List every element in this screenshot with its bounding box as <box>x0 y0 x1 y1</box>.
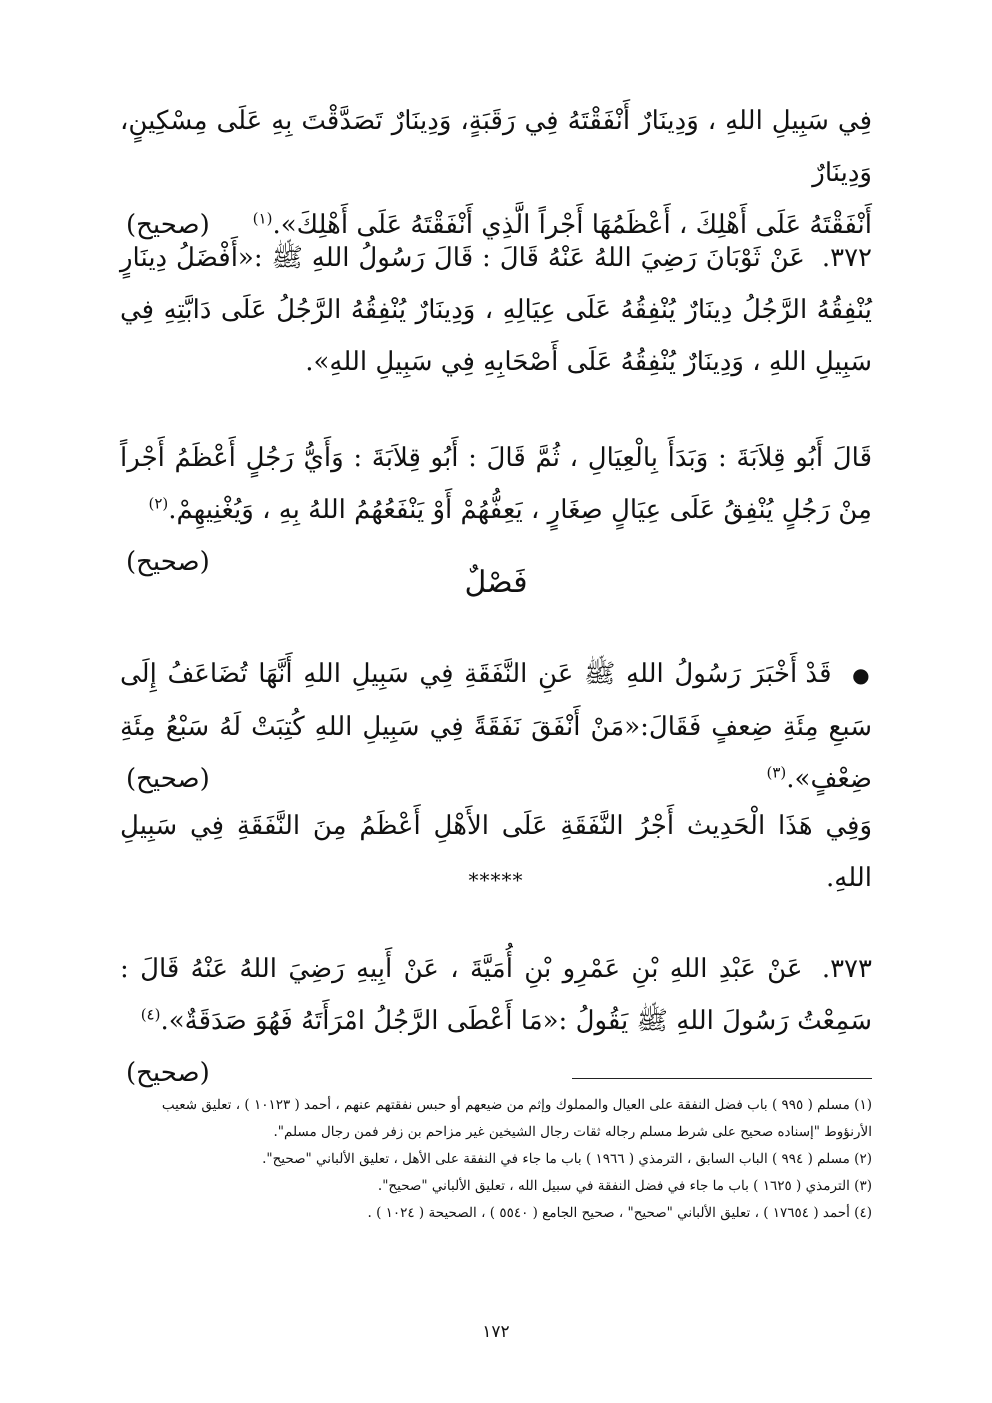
paragraph-line: أَنْفَقْتَهُ عَلَى أَهْلِكَ ، أَعْظَمُهَا أَجْراً الَّذِي أَنْفَقْتَهُ عَلَى أَهْلِكَ». <box>272 210 872 240</box>
hadith-number: ٣٧٢. <box>821 243 873 273</box>
footnote-reference[interactable]: (١) <box>252 209 273 228</box>
footnote-reference[interactable]: (٢) <box>148 494 169 513</box>
hadith-text: عَنْ عَبْدِ اللهِ بْنِ عَمْرِو بْنِ أُمَيَّةَ ، عَنْ أَبِيهِ رَضِيَ اللهُ عَنْهُ قَالَ : سَمِعْتُ رَسُولَ اللهِ ﷺ يَقُولُ :«مَا أَعْطَى الرَّجُلُ امْرَأَتَهُ فَهُوَ صَدَقَةٌ». <box>120 954 872 1036</box>
separator-stars: ***** <box>468 868 524 892</box>
footnote-item: (٢) مسلم ( ٩٩٤ ) الباب السابق ، الترمذي ( ١٩٦٦ ) باب ما جاء في النفقة على الأهل ، تعليق الألباني "صحيح". <box>262 1151 872 1167</box>
grade-label: (صحيح) <box>126 1058 210 1088</box>
grade-label: (صحيح) <box>126 764 210 794</box>
footnote-item: (٣) الترمذي ( ١٦٢٥ ) باب ما جاء في فضل النفقة في سبيل الله ، تعليق الألباني "صحيح". <box>377 1178 872 1194</box>
paragraph-fasl <box>120 648 872 805</box>
footnote-reference[interactable]: (٣) <box>766 763 787 782</box>
hadith-373 <box>120 943 872 1099</box>
footnote-divider <box>572 1078 872 1079</box>
hadith-text: عَنْ ثَوْبَانَ رَضِيَ اللهُ عَنْهُ قَالَ : قَالَ رَسُولُ اللهِ ﷺ :«أَفْضَلُ دِينَارٍ يُنْفِقُهُ الرَّجُلُ دِينَارٌ يُنْفِقُهُ عَلَى عِيَالِهِ ، وَدِينَارٌ يُنْفِقُهُ الرَّجُلُ عَلَى دَابَّتِهِ فِي سَبِيلِ اللهِ ، وَدِينَارٌ يُنْفِقُهُ عَلَى أَصْحَابِهِ فِي سَبِيلِ اللهِ». <box>120 243 872 377</box>
footnote-reference[interactable]: (٤) <box>140 1005 161 1024</box>
section-title: فَصْلٌ <box>464 565 528 600</box>
footnote-item: (١) مسلم ( ٩٩٥ ) باب فضل النفقة على العيال والمملوك وإثم من ضيعهم أو حبس نفقتهم عنهم ، أحمد ( ١٠١٢٣ ) ، تعليق شعيب الأرنؤوط "إسناده صحيح على شرط مسلم رجاله ثقات رجال الشيخين غير مزاحم بن زفر فمن رجال مسلم". <box>161 1097 872 1140</box>
document-page <box>120 0 872 1403</box>
bullet-icon: ● <box>852 663 873 687</box>
page-number: ١٧٢ <box>482 1322 510 1342</box>
paragraph-continuation <box>120 95 872 251</box>
hadith-number: ٣٧٣. <box>821 954 872 984</box>
paragraph-text: قَدْ أَخْبَرَ رَسُولُ اللهِ ﷺ عَنِ النَّفَقَةِ فِي سَبِيلِ اللهِ أَنَّهَا تُضَاعَفُ إِلَى سَبعِ مِئَةِ ضِعفٍ فَقَالَ:«مَنْ أَنْفَقَ نَفَقَةً فِي سَبِيلِ اللهِ كُتِبَتْ لَهُ سَبْعُ مِئَةِ ضِعْفٍ». <box>120 659 872 794</box>
paragraph-text: وَفِي هَذَا الْحَدِيث أَجْرُ النَّفَقَةِ عَلَى الأَهْلِ أَعْظَمُ مِنَ النَّفَقَةِ فِي سَبِيلِ اللهِ. <box>120 811 872 893</box>
footnote-item: (٤) أحمد ( ١٧٦٥٤ ) ، تعليق الألباني "صحيح" ، صحيح الجامع ( ٥٥٤٠ ) ، الصحيحة ( ١٠٢٤ ) . <box>367 1205 872 1221</box>
paragraph-line: فِي سَبِيلِ اللهِ ، وَدِينَارٌ أَنْفَقْتَهُ فِي رَقَبَةٍ، وَدِينَارٌ تَصَدَّقْتَ بِهِ عَلَى مِسْكِينٍ، وَدِينَارٌ <box>120 106 872 188</box>
grade-label: (صحيح) <box>126 210 210 240</box>
paragraph-text: قَالَ أَبُو قِلاَبَةَ : وَبَدَأَ بِالْعِيَالِ ، ثُمَّ قَالَ : أَبُو قِلاَبَةَ : وَأَيُّ رَجُلٍ أَعْظَمُ أَجْراً مِنْ رَجُلٍ يُنْفِقُ عَلَى عِيَالٍ صِغَارٍ ، يَعِفُّهُمْ أَوْ يَنْفَعُهُمُ اللهُ بِهِ ، وَيُغْنِيهِمْ. <box>120 443 872 525</box>
grade-label: (صحيح) <box>126 547 210 577</box>
footnotes <box>120 1092 872 1227</box>
hadith-372 <box>120 232 872 388</box>
